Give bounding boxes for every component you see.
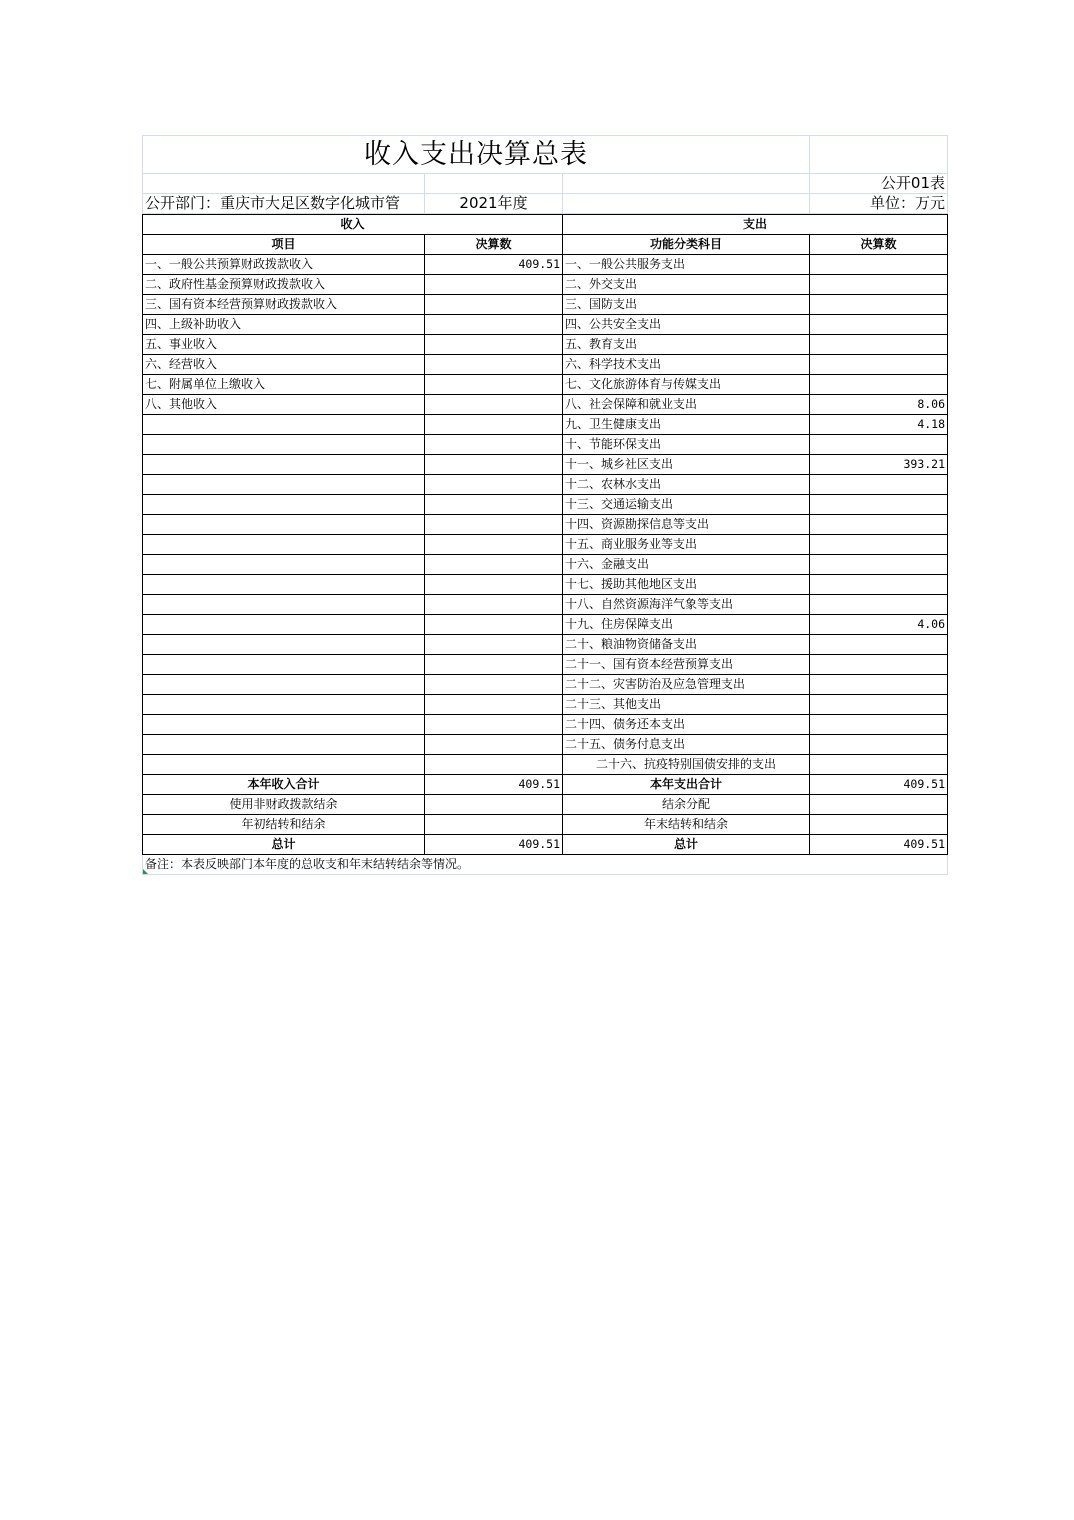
table-row xyxy=(143,695,948,715)
expense-item: 三、国防支出 xyxy=(563,295,810,315)
expense-amount xyxy=(810,595,948,615)
income-amount xyxy=(425,695,563,715)
table-row xyxy=(143,295,948,315)
unit-label: 单位：万元 xyxy=(810,194,948,214)
footnote-text: 备注：本表反映部门本年度的总收支和年末结转结余等情况。 xyxy=(145,857,470,871)
income-item xyxy=(143,695,425,715)
table-row xyxy=(143,255,948,275)
income-item xyxy=(143,635,425,655)
expense-item: 十五、商业服务业等支出 xyxy=(563,535,810,555)
expense-item: 二十六、抗疫特别国债安排的支出 xyxy=(563,755,810,775)
table-row xyxy=(143,435,948,455)
expense-amount: 4.18 xyxy=(810,415,948,435)
table-row xyxy=(143,395,948,415)
expense-amount xyxy=(810,655,948,675)
table-row xyxy=(143,355,948,375)
expense-amount xyxy=(810,555,948,575)
col-expense-amount-header: 决算数 xyxy=(810,235,948,255)
expense-amount xyxy=(810,495,948,515)
income-amount xyxy=(425,515,563,535)
expense-item: 六、科学技术支出 xyxy=(563,355,810,375)
income-amount xyxy=(425,295,563,315)
expense-item: 四、公共安全支出 xyxy=(563,315,810,335)
income-amount xyxy=(425,455,563,475)
expense-total-label: 本年支出合计 xyxy=(563,775,810,795)
expense-item: 十八、自然资源海洋气象等支出 xyxy=(563,595,810,615)
table-row xyxy=(143,335,948,355)
table-row xyxy=(143,475,948,495)
grand-total-expense-value: 409.51 xyxy=(810,835,948,855)
expense-total-value: 409.51 xyxy=(810,775,948,795)
expense-amount xyxy=(810,315,948,335)
department-label: 公开部门：重庆市大足区数字化城市管 xyxy=(143,194,425,214)
income-item: 五、事业收入 xyxy=(143,335,425,355)
income-item: 八、其他收入 xyxy=(143,395,425,415)
income-item xyxy=(143,575,425,595)
expense-item: 八、社会保障和就业支出 xyxy=(563,395,810,415)
table-row xyxy=(143,415,948,435)
income-amount xyxy=(425,475,563,495)
expense-amount xyxy=(810,295,948,315)
expense-item: 十七、援助其他地区支出 xyxy=(563,575,810,595)
income-item xyxy=(143,735,425,755)
income-amount xyxy=(425,615,563,635)
table-body xyxy=(143,255,948,775)
surplus-distribution-label: 结余分配 xyxy=(563,795,810,815)
income-amount xyxy=(425,595,563,615)
table-row xyxy=(143,555,948,575)
expense-item: 十九、住房保障支出 xyxy=(563,615,810,635)
expense-item: 十二、农林水支出 xyxy=(563,475,810,495)
expense-item: 十三、交通运输支出 xyxy=(563,495,810,515)
income-item xyxy=(143,715,425,735)
income-item xyxy=(143,535,425,555)
income-amount xyxy=(425,395,563,415)
form-number: 公开01表 xyxy=(810,174,948,194)
expense-item: 二十四、债务还本支出 xyxy=(563,715,810,735)
expense-item: 十、节能环保支出 xyxy=(563,435,810,455)
table-row xyxy=(143,735,948,755)
expense-item: 二十、粮油物资储备支出 xyxy=(563,635,810,655)
expense-group-header: 支出 xyxy=(563,215,948,235)
col-item-header: 项目 xyxy=(143,235,425,255)
table-row xyxy=(143,715,948,735)
table-row xyxy=(143,315,948,335)
expense-amount xyxy=(810,275,948,295)
income-item: 二、政府性基金预算财政拨款收入 xyxy=(143,275,425,295)
footnote xyxy=(143,855,948,875)
expense-amount xyxy=(810,475,948,495)
expense-item: 二、外交支出 xyxy=(563,275,810,295)
expense-item: 二十五、债务付息支出 xyxy=(563,735,810,755)
income-item xyxy=(143,555,425,575)
expense-amount xyxy=(810,375,948,395)
expense-amount xyxy=(810,515,948,535)
table-row xyxy=(143,755,948,775)
expense-item: 二十一、国有资本经营预算支出 xyxy=(563,655,810,675)
expense-item: 七、文化旅游体育与传媒支出 xyxy=(563,375,810,395)
cell-comment-marker-icon xyxy=(143,869,148,874)
income-item: 六、经营收入 xyxy=(143,355,425,375)
table-row xyxy=(143,515,948,535)
income-amount xyxy=(425,675,563,695)
income-amount xyxy=(425,715,563,735)
income-amount xyxy=(425,555,563,575)
income-amount: 409.51 xyxy=(425,255,563,275)
expense-item: 十六、金融支出 xyxy=(563,555,810,575)
income-amount xyxy=(425,315,563,335)
table-row xyxy=(143,275,948,295)
income-item xyxy=(143,495,425,515)
expense-item: 二十二、灾害防治及应急管理支出 xyxy=(563,675,810,695)
income-item xyxy=(143,755,425,775)
fiscal-year: 2021年度 xyxy=(425,194,563,214)
income-item xyxy=(143,435,425,455)
expense-amount xyxy=(810,675,948,695)
expense-amount: 8.06 xyxy=(810,395,948,415)
income-item: 七、附属单位上缴收入 xyxy=(143,375,425,395)
income-amount xyxy=(425,635,563,655)
expense-amount: 4.06 xyxy=(810,615,948,635)
expense-amount xyxy=(810,255,948,275)
income-amount xyxy=(425,495,563,515)
income-amount xyxy=(425,655,563,675)
budget-table xyxy=(142,214,948,875)
income-item: 一、一般公共预算财政拨款收入 xyxy=(143,255,425,275)
income-total-label: 本年收入合计 xyxy=(143,775,425,795)
income-item xyxy=(143,615,425,635)
expense-amount xyxy=(810,535,948,555)
expense-item: 十一、城乡社区支出 xyxy=(563,455,810,475)
expense-amount xyxy=(810,335,948,355)
col-function-header: 功能分类科目 xyxy=(563,235,810,255)
income-total-value: 409.51 xyxy=(425,775,563,795)
income-amount xyxy=(425,335,563,355)
table-row xyxy=(143,575,948,595)
expense-item: 九、卫生健康支出 xyxy=(563,415,810,435)
table-row xyxy=(143,615,948,635)
table-row xyxy=(143,455,948,475)
income-amount xyxy=(425,355,563,375)
income-item xyxy=(143,455,425,475)
table-row xyxy=(143,635,948,655)
income-amount xyxy=(425,575,563,595)
expense-amount xyxy=(810,575,948,595)
page-title: 收入支出决算总表 xyxy=(143,136,810,174)
income-item xyxy=(143,475,425,495)
expense-amount xyxy=(810,735,948,755)
income-amount xyxy=(425,435,563,455)
table-row xyxy=(143,655,948,675)
expense-amount xyxy=(810,715,948,735)
table-row xyxy=(143,535,948,555)
income-amount xyxy=(425,415,563,435)
col-income-amount-header: 决算数 xyxy=(425,235,563,255)
expense-amount xyxy=(810,435,948,455)
income-amount xyxy=(425,375,563,395)
income-item xyxy=(143,515,425,535)
grand-total-expense-label: 总计 xyxy=(563,835,810,855)
income-item xyxy=(143,675,425,695)
expense-item: 二十三、其他支出 xyxy=(563,695,810,715)
income-amount xyxy=(425,755,563,775)
table-row xyxy=(143,595,948,615)
budget-sheet xyxy=(142,135,947,875)
expense-amount: 393.21 xyxy=(810,455,948,475)
income-group-header: 收入 xyxy=(143,215,563,235)
expense-amount xyxy=(810,695,948,715)
table-row xyxy=(143,675,948,695)
expense-item: 五、教育支出 xyxy=(563,335,810,355)
grand-total-income-value: 409.51 xyxy=(425,835,563,855)
income-item xyxy=(143,595,425,615)
expense-item: 十四、资源勘探信息等支出 xyxy=(563,515,810,535)
table-row xyxy=(143,375,948,395)
nonfiscal-surplus-label: 使用非财政拨款结余 xyxy=(143,795,425,815)
income-amount xyxy=(425,535,563,555)
income-item xyxy=(143,655,425,675)
table-row xyxy=(143,495,948,515)
ending-carryover-label: 年末结转和结余 xyxy=(563,815,810,835)
income-amount xyxy=(425,735,563,755)
beginning-carryover-label: 年初结转和结余 xyxy=(143,815,425,835)
income-item: 四、上级补助收入 xyxy=(143,315,425,335)
expense-amount xyxy=(810,635,948,655)
header-table xyxy=(142,135,948,214)
expense-amount xyxy=(810,355,948,375)
grand-total-income-label: 总计 xyxy=(143,835,425,855)
income-amount xyxy=(425,275,563,295)
expense-item: 一、一般公共服务支出 xyxy=(563,255,810,275)
income-item xyxy=(143,415,425,435)
expense-amount xyxy=(810,755,948,775)
income-item: 三、国有资本经营预算财政拨款收入 xyxy=(143,295,425,315)
